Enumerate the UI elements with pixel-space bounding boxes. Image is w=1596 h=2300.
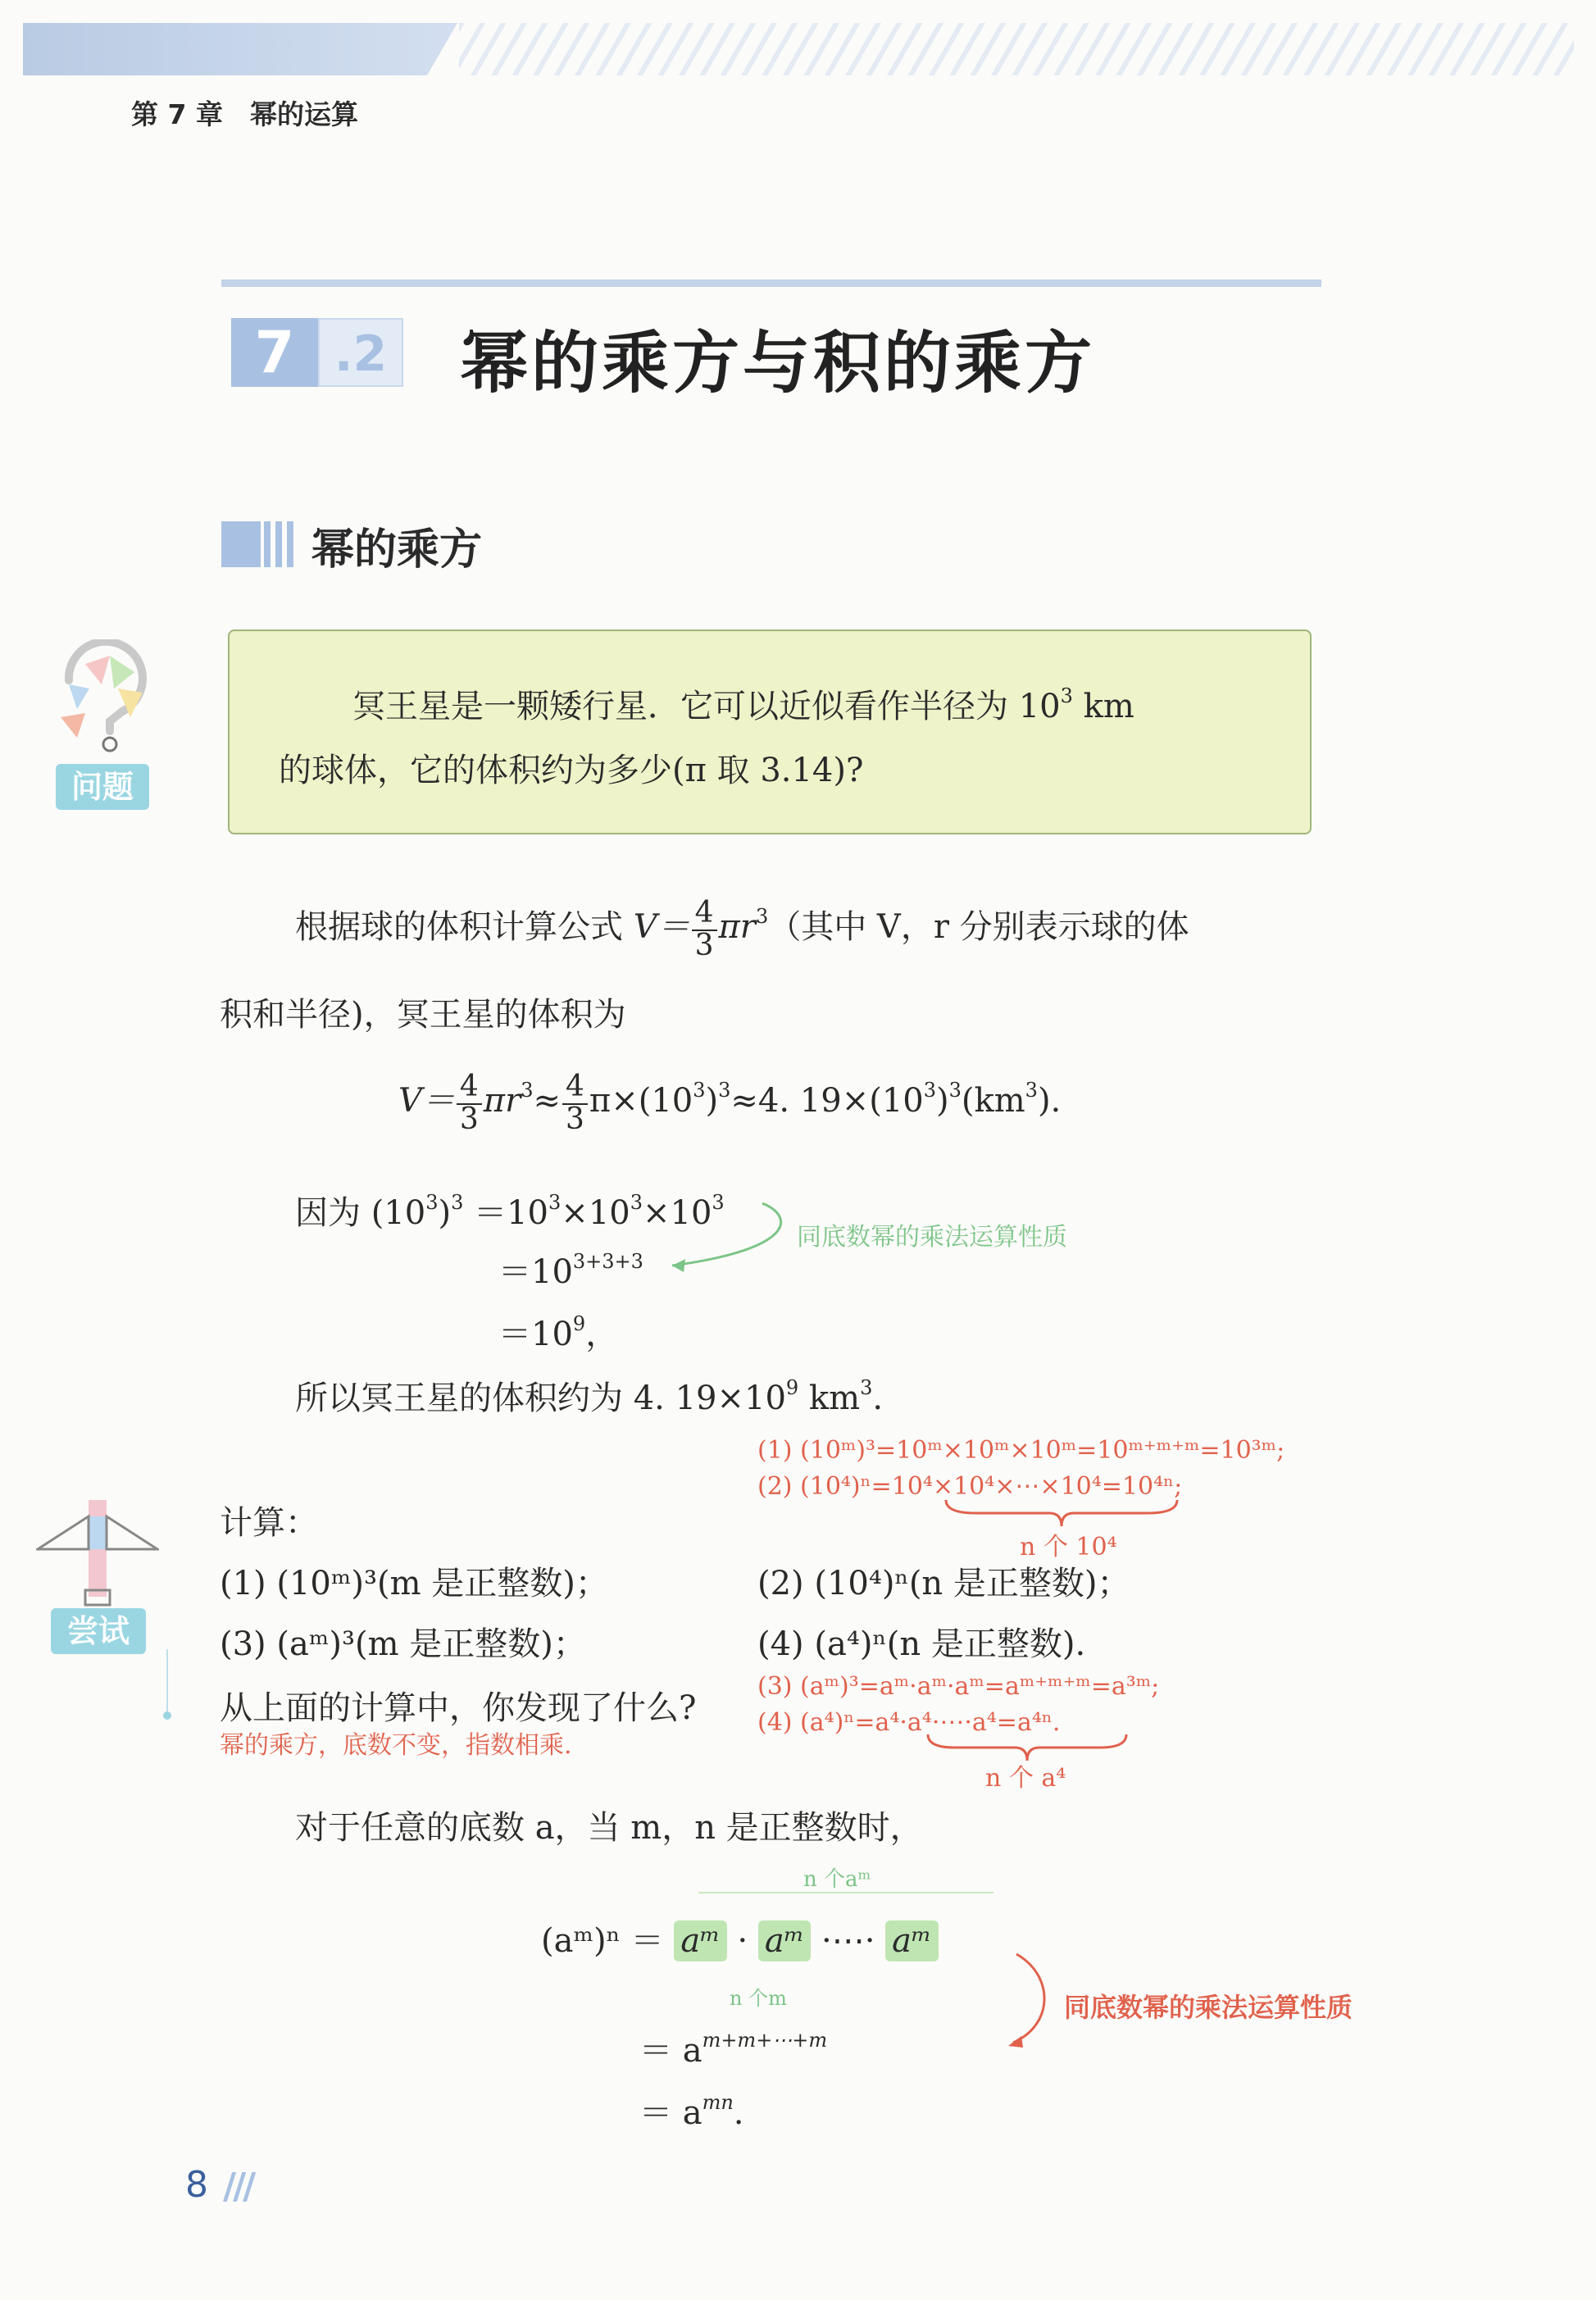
header-band bbox=[23, 23, 457, 75]
because-line-2: $=10^{3+3+3}$ bbox=[498, 1250, 643, 1291]
question-line-2: 的球体，它的体积约为多少(π 取 3.14)? bbox=[279, 752, 864, 789]
general-intro: 对于任意的底数 a，当 m，n 是正整数时， bbox=[295, 1809, 923, 1847]
question-label: 问题 bbox=[56, 764, 149, 810]
try-item-4: (4) (a⁴)ⁿ(n 是正整数). bbox=[757, 1625, 1086, 1663]
general-brace-top bbox=[698, 1892, 994, 1893]
annotation-arrow-1 bbox=[639, 1200, 803, 1282]
paragraph-1-line-2: 积和半径)，冥王星的体积为 bbox=[220, 996, 626, 1034]
paragraph-1-line-1: 根据球的体积计算公式 V＝ $\frac{4}{3}$ $\pi r^3$（其中 V，r 分别表示球的体 bbox=[295, 896, 1189, 962]
try-item-1: (1) (10ᵐ)³(m 是正整数)； bbox=[220, 1565, 608, 1602]
try-question: 从上面的计算中，你发现了什么? bbox=[220, 1689, 697, 1727]
page-number: 8 bbox=[185, 2164, 208, 2206]
red-brace-1 bbox=[943, 1497, 1180, 1530]
page-decoration: /// bbox=[223, 2166, 253, 2207]
try-handwritten-answer: 幂的乘方，底数不变，指数相乘. bbox=[220, 1731, 572, 1760]
try-label: 尝试 bbox=[51, 1608, 146, 1654]
because-line-1: 因为 $(10^3)^3 =10^3\times 10^3\times 10^3$ bbox=[295, 1191, 725, 1232]
subsection-marker-icon bbox=[221, 521, 297, 567]
red-note-3: (3) (aᵐ)³=aᵐ·aᵐ·aᵐ=aᵐ⁺ᵐ⁺ᵐ=a³ᵐ; bbox=[757, 1672, 1160, 1701]
red-note-4: (4) (a⁴)ⁿ=a⁴·a⁴·⋯·a⁴=a⁴ⁿ. bbox=[757, 1708, 1061, 1737]
annotation-arrow-2 bbox=[1005, 1951, 1054, 2049]
general-line-3: ＝ $a^{mn}$. bbox=[639, 2091, 744, 2132]
general-line-1: (aᵐ)ⁿ ＝ aᵐ · aᵐ ·⋯· aᵐ bbox=[541, 1915, 939, 1961]
section-number-major: 7 bbox=[231, 318, 318, 387]
try-side-line bbox=[166, 1649, 168, 1713]
highlight-term-3: aᵐ bbox=[885, 1920, 938, 1961]
annotation-note-1: 同底数幂的乘法运算性质 bbox=[797, 1223, 1067, 1252]
conclusion-line: 所以冥王星的体积约为 4. $19\times 10^9$ $km^3$. bbox=[295, 1376, 884, 1417]
try-item-3: (3) (aᵐ)³(m 是正整数)； bbox=[220, 1625, 586, 1663]
try-item-2: (2) (10⁴)ⁿ(n 是正整数)； bbox=[757, 1565, 1130, 1602]
question-box bbox=[228, 630, 1312, 834]
red-note-2: (2) (10⁴)ⁿ=10⁴×10⁴×⋯×10⁴=10⁴ⁿ; bbox=[757, 1472, 1183, 1501]
question-mark-icon bbox=[52, 639, 159, 754]
try-intro: 计算： bbox=[220, 1504, 318, 1542]
chapter-title: 第 7 章 幂的运算 bbox=[131, 98, 358, 130]
subsection-title: 幂的乘方 bbox=[311, 525, 483, 575]
general-brace-top-label: n 个aᵐ bbox=[803, 1867, 871, 1892]
section-number-minor: .2 bbox=[318, 318, 403, 387]
try-side-dot bbox=[163, 1711, 171, 1720]
volume-equation: V＝ $\frac{4}{3}$ $\pi r^3\approx$ $\frac{4}{3}$ $\pi\times(10^3)^3\approx 4$. $19\times(10^3)^3(km^3)$. bbox=[398, 1070, 1062, 1136]
because-line-3: $=10^9$， bbox=[498, 1312, 619, 1353]
title-rule bbox=[221, 280, 1321, 287]
red-note-1: (1) (10ᵐ)³=10ᵐ×10ᵐ×10ᵐ=10ᵐ⁺ᵐ⁺ᵐ=10³ᵐ; bbox=[757, 1436, 1285, 1465]
annotation-note-2: 同底数幂的乘法运算性质 bbox=[1064, 1992, 1353, 2023]
general-line-2: ＝ $a^{m+m+\cdots+m}$ bbox=[639, 2029, 828, 2070]
red-brace-2-label: n 个 a⁴ bbox=[985, 1764, 1066, 1793]
highlight-term-2: aᵐ bbox=[758, 1920, 811, 1961]
header-hatch bbox=[459, 23, 1574, 75]
try-flag-icon bbox=[36, 1500, 159, 1607]
general-brace-mid-label: n 个m bbox=[730, 1987, 787, 2010]
section-title: 幂的乘方与积的乘方 bbox=[461, 325, 1096, 402]
red-brace-1-label: n 个 10⁴ bbox=[1020, 1533, 1117, 1561]
highlight-term-1: aᵐ bbox=[674, 1920, 726, 1961]
question-line-1: 冥王星是一颗矮行星．它可以近似看作半径为 $10^3$ km bbox=[352, 684, 1134, 725]
